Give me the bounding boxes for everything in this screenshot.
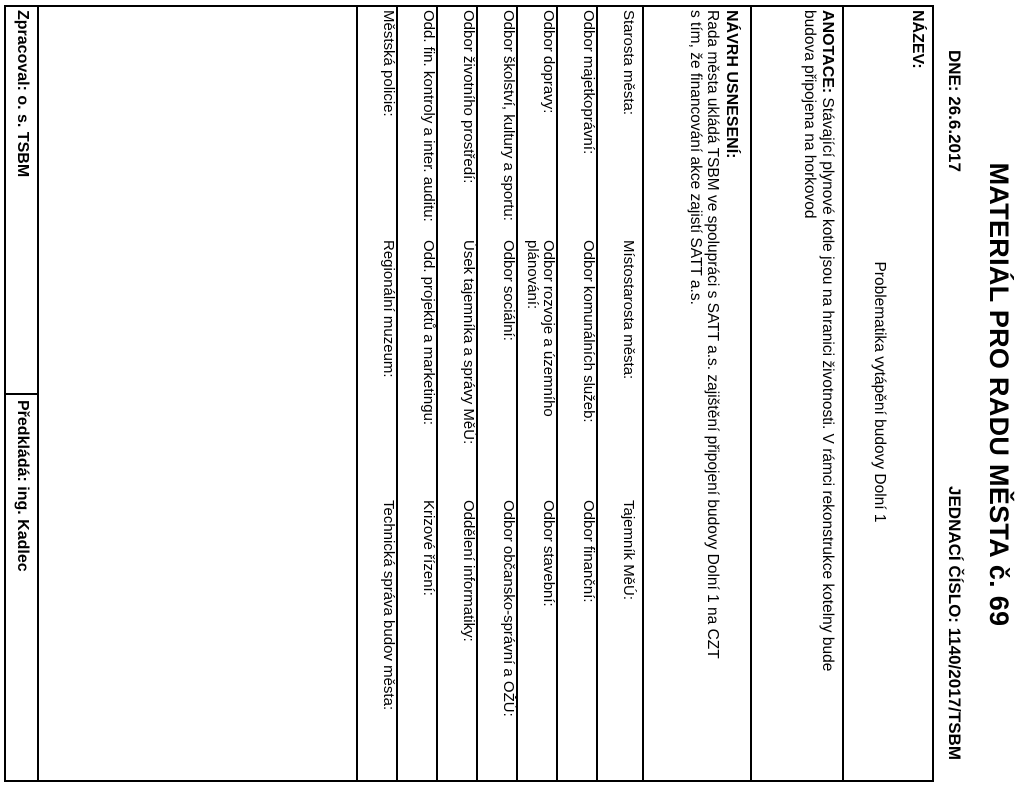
navrh-label: NÁVRH USNESENÍ: xyxy=(723,10,740,159)
distribution-cell: Místostarosta města: xyxy=(620,240,637,380)
distribution-cell: Odd. projektů a marketingu: xyxy=(420,240,437,426)
divider xyxy=(750,5,752,782)
predklada-text: Předkládá: ing. Kadlec xyxy=(14,400,31,572)
meeting-date: DNE: 26.6.2017 xyxy=(945,50,964,172)
distribution-cell: Úsek tajemníka a správy MěÚ: xyxy=(460,240,477,445)
distribution-cell: Odbor majetkoprávní: xyxy=(580,10,597,155)
distribution-cell: Oddělení informatiky: xyxy=(460,500,477,642)
distribution-cell-continuation: plánování: xyxy=(524,240,541,310)
distribution-cell: Městská policie: xyxy=(380,10,397,117)
divider xyxy=(642,5,644,782)
document-title: MATERIÁL PRO RADU MĚSTA č. 69 xyxy=(984,162,1014,627)
anotace-label: ANOTACE: xyxy=(819,10,836,94)
distribution-cell: Tajemník MěÚ: xyxy=(620,500,637,601)
navrh-line2: s tím, že financování akce zajistí SATT a.s. xyxy=(687,10,704,305)
divider xyxy=(842,5,844,782)
distribution-cell: Odbor životního prostředí: xyxy=(460,10,477,184)
distribution-cell: Odbor stavební: xyxy=(540,500,557,607)
table-row-divider xyxy=(356,5,358,782)
distribution-cell: Odd. fin. kontroly a inter. auditu: xyxy=(420,10,437,222)
distribution-cell: Technická správa budov města: xyxy=(380,500,397,711)
anotace-line1: Stávající plynové kotle jsou na hranici životnosti. V rámci rekonstrukce kotelny bude xyxy=(819,93,836,672)
navrh-line1: Rada města ukládá TSBM ve spolupráci s SATT a.s. zajištění připojení budovy Dolní 1 na CZT xyxy=(704,10,721,659)
nazev-value: Problematika vytápění budovy Dolní 1 xyxy=(871,261,888,523)
distribution-cell: Odbor dopravy: xyxy=(540,10,557,114)
distribution-cell: Krizové řízení: xyxy=(420,500,437,596)
anotace-line2: budova připojena na horkovod xyxy=(801,10,818,219)
footer-separator xyxy=(4,393,39,395)
distribution-cell: Odbor rozvoje a územního xyxy=(540,240,557,417)
distribution-cell: Odbor občansko-správní a OŽÚ: xyxy=(500,500,517,717)
distribution-cell: Starosta města: xyxy=(620,10,637,116)
reference-number: JEDNACÍ ČÍSLO: 1140/2017/TSBM xyxy=(945,486,964,760)
zpracoval-text: Zpracoval: o. s. TSBM xyxy=(14,10,31,178)
distribution-cell: Odbor sociální: xyxy=(500,240,517,341)
anotace-block xyxy=(819,10,836,780)
nazev-label: NÁZEV: xyxy=(909,10,926,69)
distribution-cell: Odbor školství, kultury a sportu: xyxy=(500,10,517,221)
distribution-cell: Odbor finanční: xyxy=(580,500,597,603)
distribution-cell: Odbor komunálních služeb: xyxy=(580,240,597,423)
distribution-cell: Regionální muzeum: xyxy=(380,240,397,378)
